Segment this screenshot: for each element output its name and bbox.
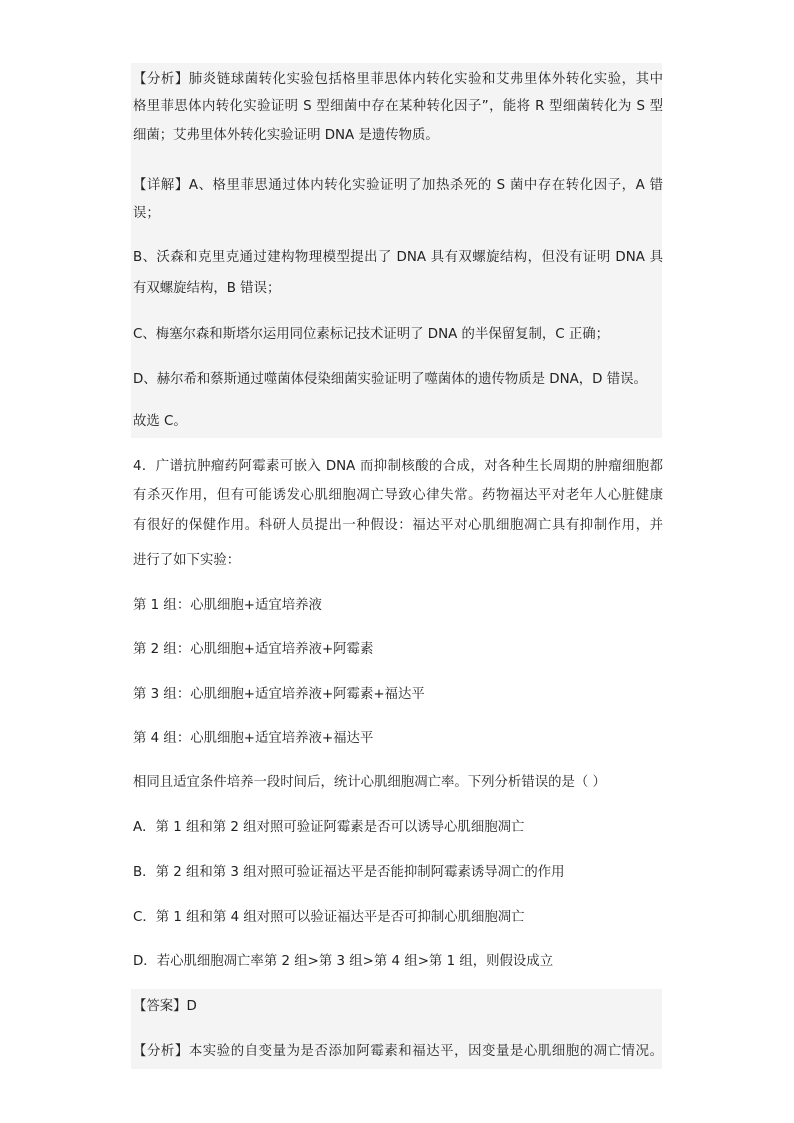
question-prompt: 相同且适宜条件培养一段时间后，统计心肌细胞凋亡率。下列分析错误的是（ ） [133,775,606,790]
option-a: A．第 1 组和第 2 组对照可验证阿霉素是否可以诱导心肌细胞凋亡 [133,820,525,835]
group-1: 第 1 组：心肌细胞+适宜培养液 [133,598,322,613]
question-stem-line-4: 进行了如下实验： [133,553,241,568]
group-2: 第 2 组：心肌细胞+适宜培养液+阿霉素 [133,642,374,657]
option-b-line-2: 有双螺旋结构，B 错误； [133,281,281,296]
analysis-line-2: 格里菲思体内转化实验证明 S 型细菌中存在某种转化因子”，能将 R 型细菌转化为 S 型 [133,99,663,114]
detail-line-2: 误； [133,206,160,221]
answer-analysis-line: 【分析】本实验的自变量为是否添加阿霉素和福达平，因变量是心肌细胞的凋亡情况。 [133,1044,663,1059]
option-b: B．第 2 组和第 3 组对照可验证福达平是否能抑制阿霉素诱导凋亡的作用 [133,865,565,880]
option-d-line: D、赫尔希和蔡斯通过噬菌体侵染细菌实验证明了噬菌体的遗传物质是 DNA，D 错误。 [133,372,647,387]
conclusion-line: 故选 C。 [133,414,187,429]
option-d: D．若心肌细胞凋亡率第 2 组>第 3 组>第 4 组>第 1 组，则假设成立 [133,954,554,969]
option-b-line-1: B、沃森和克里克通过建构物理模型提出了 DNA 具有双螺旋结构，但没有证明 DNA 具 [133,250,663,265]
option-c-line: C、梅塞尔森和斯塔尔运用同位素标记技术证明了 DNA 的半保留复制，C 正确； [133,327,610,342]
option-c: C．第 1 组和第 4 组对照可以验证福达平是否可抑制心肌细胞凋亡 [133,910,525,925]
question-stem-line-2: 有杀灭作用，但有可能诱发心肌细胞凋亡导致心律失常。药物福达平对老年人心脏健康 [133,488,663,503]
analysis-line-3: 细菌；艾弗里体外转化实验证明 DNA 是遗传物质。 [133,128,439,143]
question-stem-line-3: 有很好的保健作用。科研人员提出一种假设：福达平对心肌细胞凋亡具有抑制作用，并 [133,518,663,533]
question-stem-line-1: 4．广谱抗肿瘤药阿霉素可嵌入 DNA 而抑制核酸的合成，对各种生长周期的肿瘤细胞都 [133,459,663,474]
group-4: 第 4 组：心肌细胞+适宜培养液+福达平 [133,731,374,746]
answer-line: 【答案】D [133,999,197,1014]
analysis-line-1: 【分析】肺炎链球菌转化实验包括格里菲思体内转化实验和艾弗里体外转化实验，其中 [133,72,663,87]
group-3: 第 3 组：心肌细胞+适宜培养液+阿霉素+福达平 [133,687,425,702]
detail-line-1: 【详解】A、格里菲思通过体内转化实验证明了加热杀死的 S 菌中存在转化因子，A 错 [133,178,663,193]
